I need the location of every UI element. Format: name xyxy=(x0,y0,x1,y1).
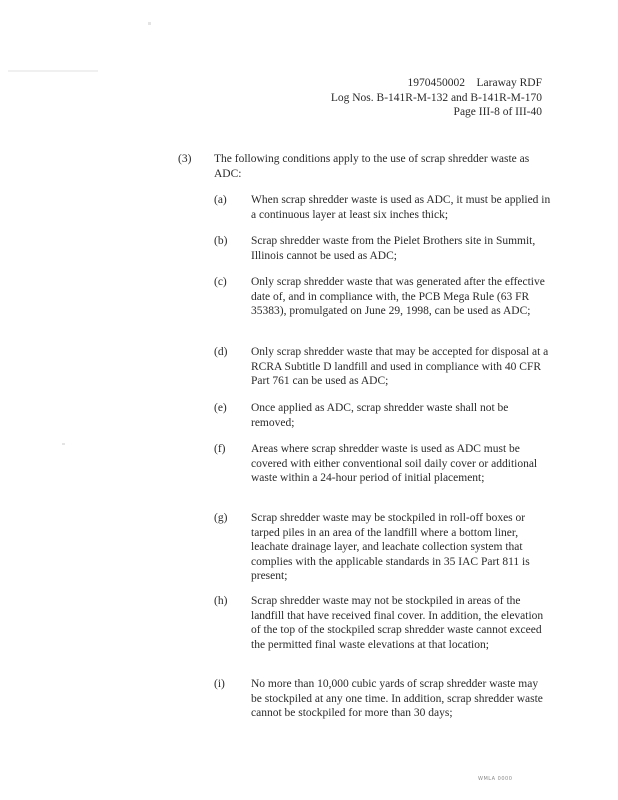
item-label: (i) xyxy=(214,678,225,690)
scan-artifact xyxy=(62,443,65,445)
permit-id-line: 1970450002 Laraway RDF xyxy=(407,77,542,89)
item-text: No more than 10,000 cubic yards of scrap shredder waste may be stockpiled at any one time. In addition, scrap shredder waste cannot be stockpiled for more than 30 days; xyxy=(251,678,543,719)
item-label: (e) xyxy=(214,402,227,414)
item-text: When scrap shredder waste is used as ADC, it must be applied in a continuous layer at least six inches thick; xyxy=(251,194,551,221)
item-text: Scrap shredder waste may be stockpiled in roll-off boxes or tarped piles in an area of the landfill where a bottom liner, leachate drainage layer, and leachate collection system that complies with the applicable standards in 35 IAC Part 811 is present; xyxy=(251,512,530,582)
bates-stamp: WMLA 0000 xyxy=(478,776,513,782)
item-text: Only scrap shredder waste that may be accepted for disposal at a RCRA Subtitle D landfill and used in compliance with 40 CFR Part 761 can be used as ADC; xyxy=(251,346,549,387)
item-label: (h) xyxy=(214,595,228,607)
scan-artifact xyxy=(8,70,98,72)
item-text: Once applied as ADC, scrap shredder waste shall not be removed; xyxy=(251,402,509,429)
item-text: Scrap shredder waste from the Pielet Brothers site in Summit, Illinois cannot be used as ADC; xyxy=(251,235,536,262)
item-label: (f) xyxy=(214,443,226,455)
item-label: (d) xyxy=(214,346,228,358)
condition-text: The following conditions apply to the use of scrap shredder waste as ADC: xyxy=(214,153,530,180)
log-numbers-line: Log Nos. B-141R-M-132 and B-141R-M-170 xyxy=(330,91,542,104)
condition-number: (3) xyxy=(178,153,192,165)
item-text: Only scrap shredder waste that was generated after the effective date of, and in compliance with, the PCB Mega Rule (63 FR 35383), promulgated on June 29, 1998, can be used as ADC; xyxy=(251,276,545,317)
item-label: (a) xyxy=(214,194,227,206)
item-label: (b) xyxy=(214,235,228,247)
page-header xyxy=(331,76,542,120)
page-number-line: Page III-8 of III-40 xyxy=(453,106,542,118)
item-text: Areas where scrap shredder waste is used as ADC must be covered with either conventional soil daily cover or additional waste within a 24-hour period of initial placement; xyxy=(251,443,538,484)
item-text: Scrap shredder waste may not be stockpiled in areas of the landfill that have received final cover. In addition, the elevation of the top of the stockpiled scrap shredder waste cannot exceed the permitted final waste elevations at that location; xyxy=(251,595,544,651)
item-label: (g) xyxy=(214,512,228,524)
scan-artifact xyxy=(148,22,151,25)
item-label: (c) xyxy=(214,276,227,288)
